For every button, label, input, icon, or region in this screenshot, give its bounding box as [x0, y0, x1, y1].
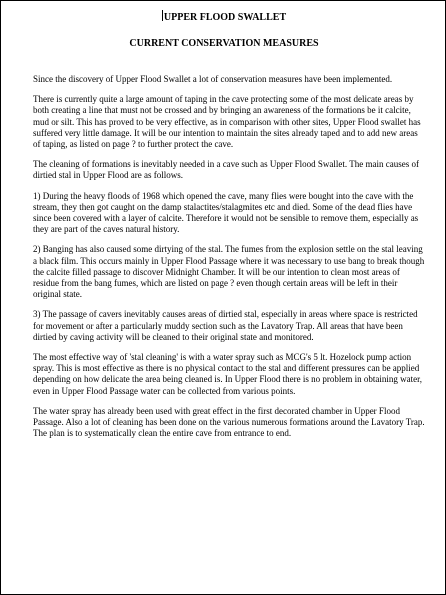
document-subtitle: CURRENT CONSERVATION MEASURES [129, 38, 319, 49]
paragraph-cleaning-causes: The cleaning of formations is inevitably needed in a cave such as Upper Flood Swallet. The main causes of dirtied stal in Upper Flood are as follows. [33, 159, 419, 181]
document-title: UPPER FLOOD SWALLET [163, 12, 287, 23]
paragraph-cause-banging: 2) Banging has also caused some dirtying of the stal. The fumes from the explosion settle on the stal leaving a black film. This occurs mainly in Upper Flood Passage where it was necessary to use bang to break though the calcite filled passage to discover Midnight Chamber. It will be our intention to clean most areas of residue from the bang fumes, which are listed on page ? even though certain areas will be left in their original state. [33, 244, 425, 300]
paragraph-taping: There is currently quite a large amount of taping in the cave protecting some of the most delicate areas by both creating a line that must not be crossed and by bringing an awareness of the formations be it calcite, mud or silt. This has proved to be very effective, as in comparison with other sites, Upper Flood swallet has suffered very little damage. It will be our intention to maintain the sites already taped and to add new areas of taping, as listed on page ? to further protect the cave. [33, 94, 421, 150]
paragraph-cleaning-plan: The water spray has already been used with great effect in the first decorated chamber in Upper Flood Passage. Also a lot of cleaning has been done on the various numerous formations around the Lavatory Trap. The plan is to systematically clean the entire cave from entrance to end. [33, 405, 425, 439]
text-cursor [162, 10, 163, 21]
paragraph-water-spray: The most effective way of 'stal cleaning' is with a water spray such as MCG's 5 lt. Hozelock pump action spray. This is most effective as there is no physical contact to the stal and different pressures can be applied depending on how delicate the area being cleaned is. In Upper Flood there is no problem in obtaining water, even in Upper Flood Passage water can be collected from various points. [33, 352, 423, 396]
paragraph-cause-floods: 1) During the heavy floods of 1968 which opened the cave, many flies were bought into the cave with the stream, they then got caught on the damp stalactites/stalagmites etc and died. Some of the dead flies have since been covered with a layer of calcite. Therefore it would not be sensible to remove them, especially as they are part of the caves natural history. [33, 190, 419, 235]
document-title-line [1, 10, 446, 24]
paragraph-cause-cavers: 3) The passage of cavers inevitably causes areas of dirtied stal, especially in areas where space is restricted for movement or after a particularly muddy section such as the Lavatory Trap. All areas that have been dirtied by caving activity will be cleaned to their original state and monitored. [33, 309, 418, 342]
document-body [33, 74, 425, 439]
paragraph-intro: Since the discovery of Upper Flood Swallet a lot of conservation measures have been implemented. [33, 74, 393, 84]
